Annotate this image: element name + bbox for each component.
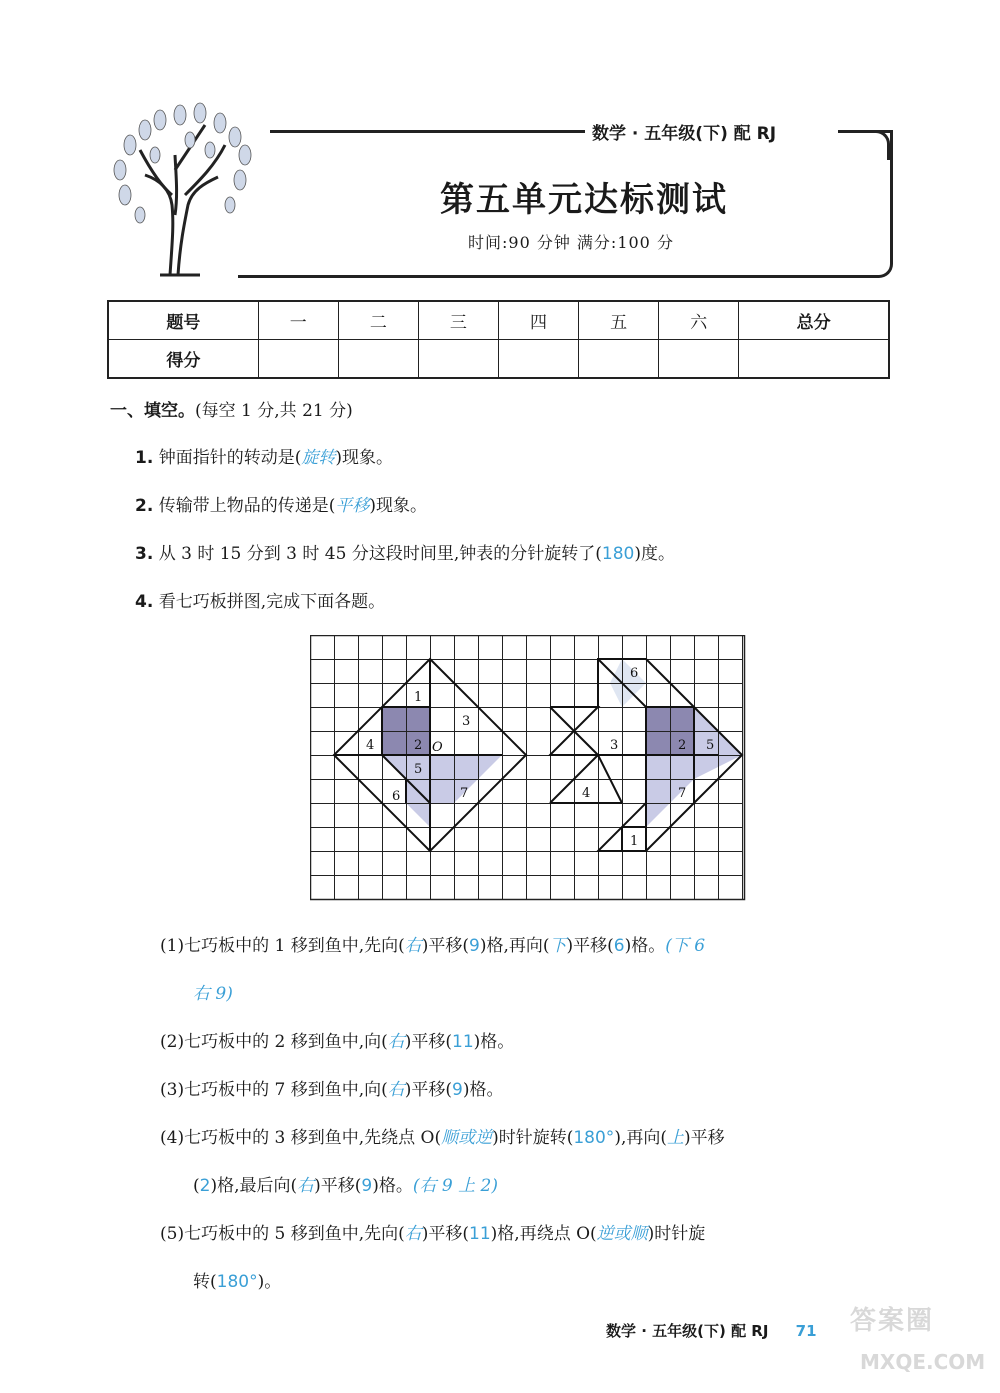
answer: 右 (404, 936, 422, 956)
question-text: 传输带上物品的传递是( (158, 496, 336, 516)
score-row-label: 得分 (108, 340, 258, 379)
answer: 2 (199, 1176, 211, 1196)
answer: 右 9) (193, 984, 233, 1004)
answer: 右 (404, 1224, 422, 1244)
question-number: 1. (135, 448, 154, 468)
answer: 180 (601, 544, 635, 564)
score-cell[interactable] (659, 340, 739, 379)
answer: 右 (387, 1080, 405, 1100)
answer: 11 (469, 1224, 491, 1244)
text: )格。 (473, 1032, 515, 1052)
figure-label: 5 (706, 738, 715, 753)
text: )时针旋转( (492, 1128, 574, 1148)
subquestion-1-cont (193, 979, 233, 1004)
figure-label: 1 (630, 834, 639, 849)
figure-label: 7 (460, 786, 469, 801)
figure-label: 2 (414, 738, 423, 753)
question-text: 钟面指针的转动是( (158, 448, 302, 468)
question-4 (135, 587, 385, 612)
figure-label: 3 (610, 738, 619, 753)
score-header-cell: 六 (659, 301, 739, 340)
answer: 11 (452, 1032, 474, 1052)
text: (1)七巧板中的 1 移到鱼中,先向( (160, 936, 405, 956)
tangram-figure (310, 635, 746, 901)
text: )格。 (624, 936, 666, 956)
page-footer (606, 1320, 817, 1341)
page-title: 第五单元达标测试 (440, 180, 728, 220)
question-text: 从 3 时 15 分到 3 时 45 分这段时间里,钟表的分针旋转了( (158, 544, 602, 564)
watermark-url: MXQE.COM (860, 1350, 986, 1374)
text: )格,再绕点 O( (490, 1224, 597, 1244)
footer-subject: 数学 · 五年级(下) 配 RJ (606, 1322, 769, 1340)
point-o-label: O (432, 740, 443, 755)
score-header-cell: 五 (579, 301, 659, 340)
figure-label: 6 (392, 789, 401, 804)
answer: 9 (469, 936, 480, 956)
score-cell[interactable] (338, 340, 418, 379)
answer: 下 (549, 936, 567, 956)
score-header-cell: 题号 (108, 301, 258, 340)
score-header-row (108, 301, 889, 340)
text: )时针旋 (647, 1224, 706, 1244)
subquestion-4 (160, 1123, 725, 1148)
answer: 顺或逆 (441, 1128, 493, 1148)
answer: 右 (387, 1032, 405, 1052)
answer: 旋转 (301, 448, 336, 468)
text: )平移 (683, 1128, 725, 1148)
text: )格。 (372, 1176, 413, 1196)
answer: 180° (216, 1272, 258, 1292)
answer: (右 9 上 2) (412, 1176, 498, 1196)
figure-label: 7 (678, 786, 687, 801)
score-cell[interactable] (258, 340, 338, 379)
text: )格,再向( (479, 936, 550, 956)
question-3 (135, 539, 675, 564)
answer: 6 (613, 936, 625, 956)
score-cell[interactable] (579, 340, 659, 379)
text: ( (193, 1176, 200, 1196)
text: 转( (193, 1272, 217, 1292)
question-number: 2. (135, 496, 154, 516)
question-text: )度。 (634, 544, 675, 564)
score-cell[interactable] (739, 340, 889, 379)
section-heading (110, 396, 353, 421)
section-note: (每空 1 分,共 21 分) (195, 401, 353, 421)
question-text: 看七巧板拼图,完成下面各题。 (158, 592, 386, 612)
figure-label: 2 (678, 738, 687, 753)
question-text: )现象。 (335, 448, 393, 468)
figure-label: 1 (414, 690, 423, 705)
answer: 平移 (335, 496, 370, 516)
score-header-cell: 总分 (739, 301, 889, 340)
question-text: )现象。 (369, 496, 427, 516)
score-header-cell: 三 (418, 301, 498, 340)
answer: 右 (297, 1176, 315, 1196)
score-cell[interactable] (418, 340, 498, 379)
subquestion-5-cont (193, 1267, 281, 1292)
exam-meta: 时间:90 分钟 满分:100 分 (468, 233, 674, 252)
answer: 9 (452, 1080, 463, 1100)
watermark-logo: 答案圈 (850, 1306, 935, 1336)
text: )平移( (421, 936, 470, 956)
answer: 9 (361, 1176, 373, 1196)
text: )平移( (421, 1224, 470, 1244)
text: )格,最后向( (210, 1176, 298, 1196)
subquestion-2 (160, 1027, 514, 1052)
left-tangram-outline (334, 659, 526, 851)
text: )平移( (404, 1032, 453, 1052)
answer: 180° (573, 1128, 615, 1148)
figure-label: 3 (462, 714, 471, 729)
header-frame-corner (860, 130, 890, 160)
score-header-cell: 二 (338, 301, 418, 340)
text: )平移( (566, 936, 614, 956)
answer: 逆或顺 (596, 1224, 648, 1244)
subquestion-4-cont (193, 1171, 498, 1196)
question-1 (135, 443, 393, 468)
score-cell[interactable] (498, 340, 578, 379)
text: ),再向( (614, 1128, 667, 1148)
subquestion-1 (160, 931, 705, 956)
question-number: 3. (135, 544, 154, 564)
figure-label: 4 (366, 738, 375, 753)
text: )平移( (314, 1176, 362, 1196)
text: (4)七巧板中的 3 移到鱼中,先绕点 O( (160, 1128, 442, 1148)
text: (2)七巧板中的 2 移到鱼中,向( (160, 1032, 388, 1052)
figure-label: 5 (414, 762, 423, 777)
figure-label: 6 (630, 666, 639, 681)
text: (3)七巧板中的 7 移到鱼中,向( (160, 1080, 388, 1100)
figure-label: 4 (582, 786, 591, 801)
score-row (108, 340, 889, 379)
question-2 (135, 491, 427, 516)
answer: (下 6 (665, 936, 706, 956)
text: )平移( (404, 1080, 453, 1100)
score-header-cell: 一 (258, 301, 338, 340)
question-number: 4. (135, 592, 154, 612)
subquestion-3 (160, 1075, 503, 1100)
text: )。 (257, 1272, 282, 1292)
score-table (107, 300, 890, 379)
header-subject: 数学 · 五年级(下) 配 RJ (592, 124, 777, 144)
text: )格。 (462, 1080, 504, 1100)
subquestion-5 (160, 1219, 705, 1244)
score-header-cell: 四 (498, 301, 578, 340)
text: (5)七巧板中的 5 移到鱼中,先向( (160, 1224, 405, 1244)
answer: 上 (666, 1128, 684, 1148)
section-label: 一、填空。 (110, 401, 195, 421)
page-number: 71 (795, 1322, 817, 1340)
